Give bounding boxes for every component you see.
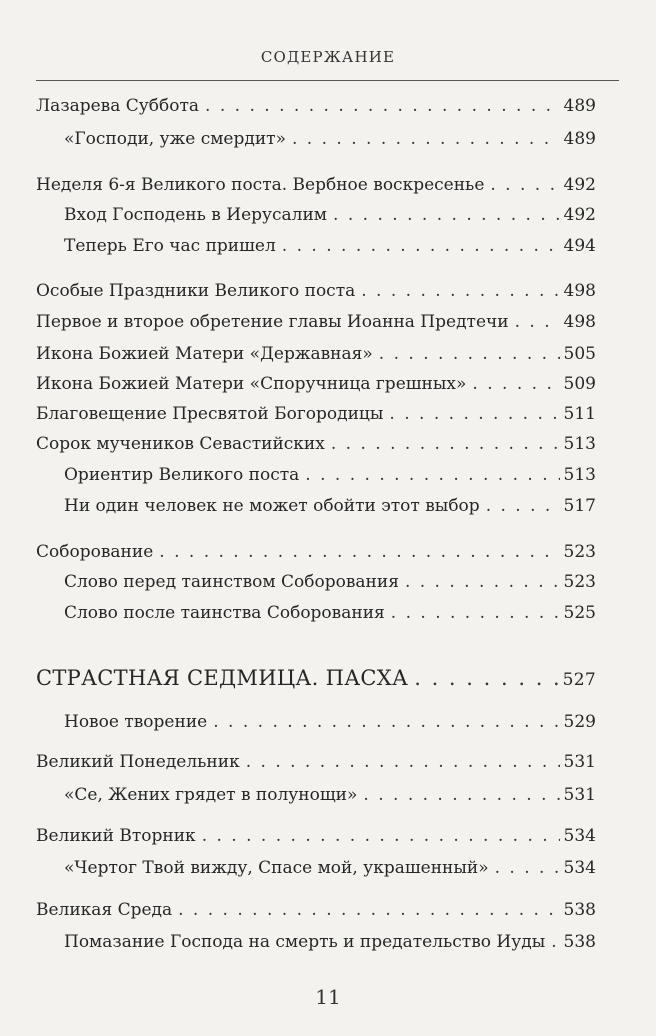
dot-leader xyxy=(202,826,560,846)
toc-entry-page: 538 xyxy=(563,932,596,952)
toc-entry-page: 529 xyxy=(563,712,596,732)
toc-entry xyxy=(64,712,596,732)
toc-entry xyxy=(36,312,596,332)
dot-leader xyxy=(333,205,560,225)
toc-entry-page: 534 xyxy=(563,858,596,878)
page-number: 11 xyxy=(315,985,341,1009)
toc-entry xyxy=(36,281,596,301)
toc-entry-title: Вход Господень в Иерусалим xyxy=(64,205,328,225)
toc-entry-title: «Господи, уже смердит» xyxy=(64,129,286,149)
toc-entry-title: Слово после таинства Соборования xyxy=(64,603,385,623)
toc-entry-title: Первое и второе обретение главы Иоанна Предтечи xyxy=(36,312,509,332)
toc-entry-page: 489 xyxy=(563,96,596,116)
toc-entry-page: 492 xyxy=(563,205,596,225)
toc-entry-title: Лазарева Суббота xyxy=(36,96,200,116)
toc-entry-title: Теперь Его час пришел xyxy=(64,236,276,256)
toc-entry-title: Икона Божией Матери «Споручница грешных» xyxy=(36,374,467,394)
toc-entry-title: «Се, Жених грядет в полунощи» xyxy=(64,785,358,805)
toc-entry xyxy=(64,603,596,623)
toc-entry-page: 494 xyxy=(563,236,596,256)
toc-entry-page: 534 xyxy=(563,826,596,846)
dot-leader xyxy=(515,312,560,332)
toc-entry-title: Слово перед таинством Соборования xyxy=(64,572,399,592)
dot-leader xyxy=(472,374,559,394)
toc-entry-page: 513 xyxy=(563,434,596,454)
toc-entry xyxy=(64,129,596,149)
dot-leader xyxy=(246,752,560,772)
toc-entry-page: 523 xyxy=(563,542,596,562)
toc-entry-page: 498 xyxy=(563,312,596,332)
dot-leader xyxy=(361,281,559,301)
toc-entry xyxy=(64,858,596,878)
toc-entry xyxy=(36,900,596,920)
toc-entry-title: Великая Среда xyxy=(36,900,173,920)
toc-entry-title: Особые Праздники Великого поста xyxy=(36,281,356,301)
toc-entry xyxy=(36,542,596,562)
toc-entry xyxy=(36,404,596,424)
toc-entry-title: Новое творение xyxy=(64,712,208,732)
toc-entry-title: Сорок мучеников Севастийских xyxy=(36,434,325,454)
dot-leader xyxy=(495,858,560,878)
dot-leader xyxy=(213,712,559,732)
toc-entry-page: 517 xyxy=(563,496,596,516)
dot-leader xyxy=(331,434,560,454)
toc-entry-page: 531 xyxy=(563,785,596,805)
toc-entry-page: 492 xyxy=(563,175,596,195)
dot-leader xyxy=(305,465,559,485)
toc-entry xyxy=(64,932,596,952)
toc-entry-page: 509 xyxy=(563,374,596,394)
toc-entry xyxy=(36,96,596,116)
toc-entry-title: Ни один человек не может обойти этот выбор xyxy=(64,496,480,516)
dot-leader xyxy=(486,496,560,516)
toc-entry xyxy=(36,826,596,846)
toc-entry-title: Неделя 6-я Великого поста. Вербное воскресенье xyxy=(36,175,485,195)
toc-entry-page: 531 xyxy=(563,752,596,772)
toc-entry-title: «Чертог Твой вижду, Спасе мой, украшенный» xyxy=(64,858,489,878)
toc-entry xyxy=(36,374,596,394)
toc-entry-page: 511 xyxy=(563,404,596,424)
toc-entry xyxy=(64,465,596,485)
toc-entry xyxy=(64,572,596,592)
dot-leader xyxy=(282,236,560,256)
toc-entry-title: Великий Понедельник xyxy=(36,752,240,772)
toc-entry xyxy=(64,205,596,225)
toc-entry xyxy=(36,752,596,772)
dot-leader xyxy=(389,404,559,424)
toc-entry xyxy=(36,344,596,364)
toc-entry-page: 513 xyxy=(563,465,596,485)
dot-leader xyxy=(159,542,559,562)
toc-entry-title: Ориентир Великого поста xyxy=(64,465,300,485)
toc-entry-title: Благовещение Пресвятой Богородицы xyxy=(36,404,384,424)
toc-section-heading xyxy=(36,666,596,690)
toc-entry-page: 538 xyxy=(563,900,596,920)
dot-leader xyxy=(292,129,560,149)
toc-entry-page: 505 xyxy=(563,344,596,364)
toc-entry-page: 523 xyxy=(563,572,596,592)
toc-entry-title: Помазание Господа на смерть и предательство Иуды xyxy=(64,932,546,952)
toc-entry-page: 489 xyxy=(563,129,596,149)
toc-entry-page: 525 xyxy=(563,603,596,623)
dot-leader xyxy=(178,900,559,920)
toc-entry xyxy=(36,434,596,454)
toc-entry-title: Соборование xyxy=(36,542,154,562)
toc-entry xyxy=(64,236,596,256)
toc-entry-title: СТРАСТНАЯ СЕДМИЦА. ПАСХА xyxy=(36,666,409,690)
dot-leader xyxy=(414,666,558,690)
dot-leader xyxy=(490,175,559,195)
toc-entry-page: 498 xyxy=(563,281,596,301)
dot-leader xyxy=(379,344,560,364)
dot-leader xyxy=(405,572,560,592)
dot-leader xyxy=(391,603,560,623)
toc-entry xyxy=(36,175,596,195)
toc-entry-title: Великий Вторник xyxy=(36,826,196,846)
dot-leader xyxy=(363,785,559,805)
dot-leader xyxy=(205,96,560,116)
toc-entry xyxy=(64,496,596,516)
toc-entry-title: Икона Божией Матери «Державная» xyxy=(36,344,373,364)
running-header: СОДЕРЖАНИЕ xyxy=(260,48,396,66)
toc-entry xyxy=(64,785,596,805)
dot-leader xyxy=(551,932,559,952)
toc-entry-page: 527 xyxy=(562,670,596,690)
